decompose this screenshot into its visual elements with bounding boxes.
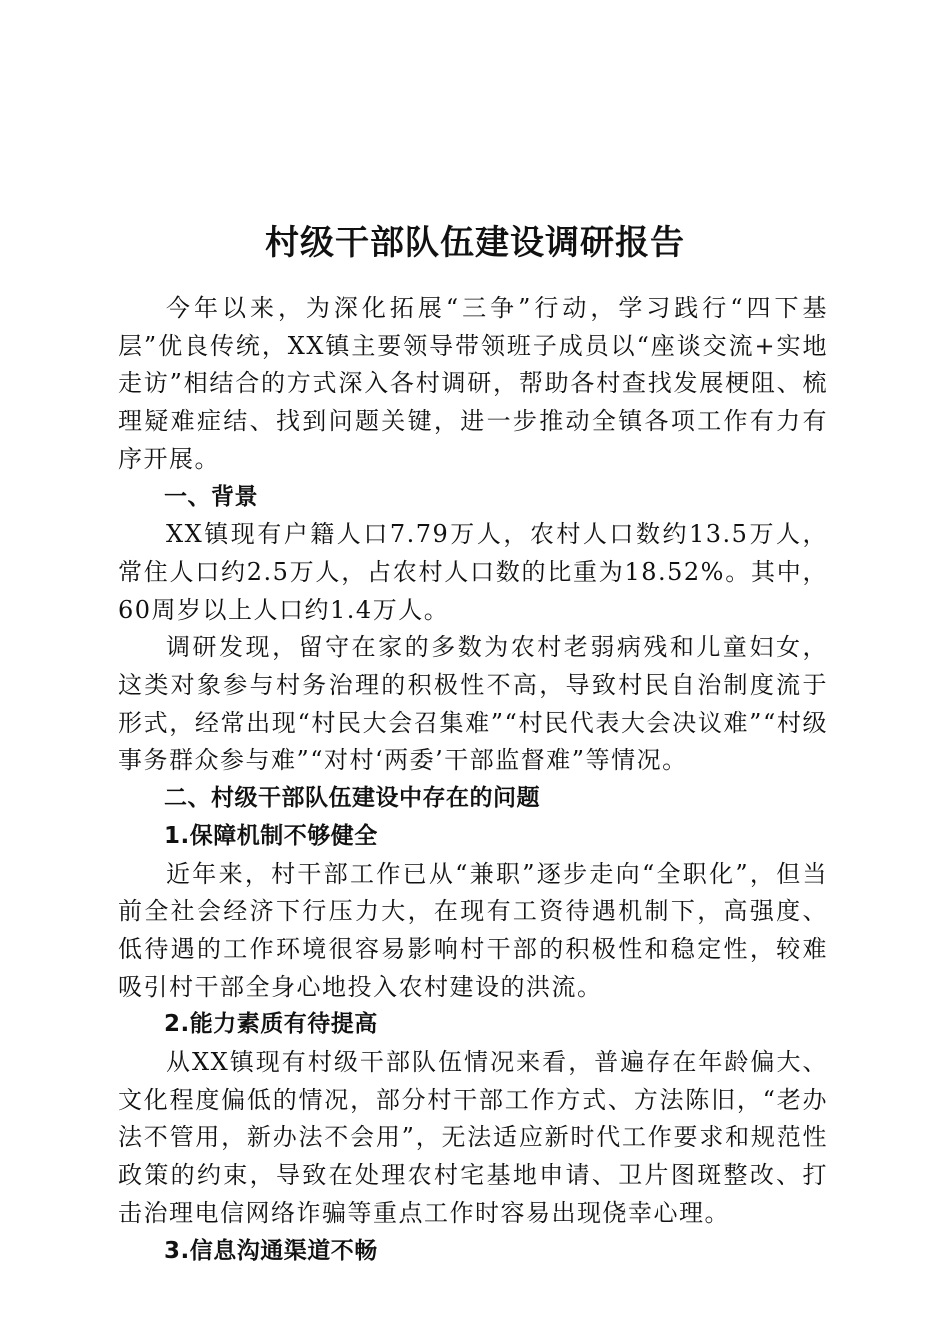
subheading-information-channels: 3.信息沟通渠道不畅	[164, 1237, 378, 1264]
background-paragraph-findings: 调研发现，留守在家的多数为农村老弱病残和儿童妇女，这类对象参与村务治理的积极性不高，导致村民自治制度流于形式，经常出现“村民大会召集难”“村民代表大会决议难”“村级事务群众参与难”“对村‘两委’干部监督难”等情况。	[118, 633, 828, 775]
intro-paragraph: 今年以来，为深化拓展“三争”行动，学习践行“四下基层”优良传统，XX镇主要领导带领班子成员以“座谈交流+实地走访”相结合的方式深入各村调研，帮助各村查找发展梗阻、梳理疑难症结、找到问题关键，进一步推动全镇各项工作有力有序开展。	[118, 294, 828, 473]
subheading-guarantee-mechanism: 1.保障机制不够健全	[164, 822, 378, 849]
document-body	[118, 290, 828, 1270]
paragraph-guarantee-mechanism: 近年来，村干部工作已从“兼职”逐步走向“全职化”，但当前全社会经济下行压力大，在现有工资待遇机制下，高强度、低待遇的工作环境很容易影响村干部的积极性和稳定性，较难吸引村干部全身心地投入农村建设的洪流。	[118, 859, 828, 1001]
background-paragraph-population: XX镇现有户籍人口7.79万人，农村人口数约13.5万人，常住人口约2.5万人，占农村人口数的比重为18.52%。其中，60周岁以上人口约1.4万人。	[118, 520, 828, 624]
document-title: 村级干部队伍建设调研报告	[265, 222, 685, 263]
subheading-ability-quality: 2.能力素质有待提高	[164, 1011, 378, 1038]
paragraph-ability-quality: 从XX镇现有村级干部队伍情况来看，普遍存在年龄偏大、文化程度偏低的情况，部分村干部工作方式、方法陈旧，“老办法不管用，新办法不会用”，无法适应新时代工作要求和规范性政策的约束，导致在处理农村宅基地申请、卫片图斑整改、打击治理电信网络诈骗等重点工作时容易出现侥幸心理。	[118, 1048, 828, 1227]
section-heading-problems: 二、村级干部队伍建设中存在的问题	[164, 785, 540, 812]
section-heading-background: 一、背景	[164, 483, 258, 510]
